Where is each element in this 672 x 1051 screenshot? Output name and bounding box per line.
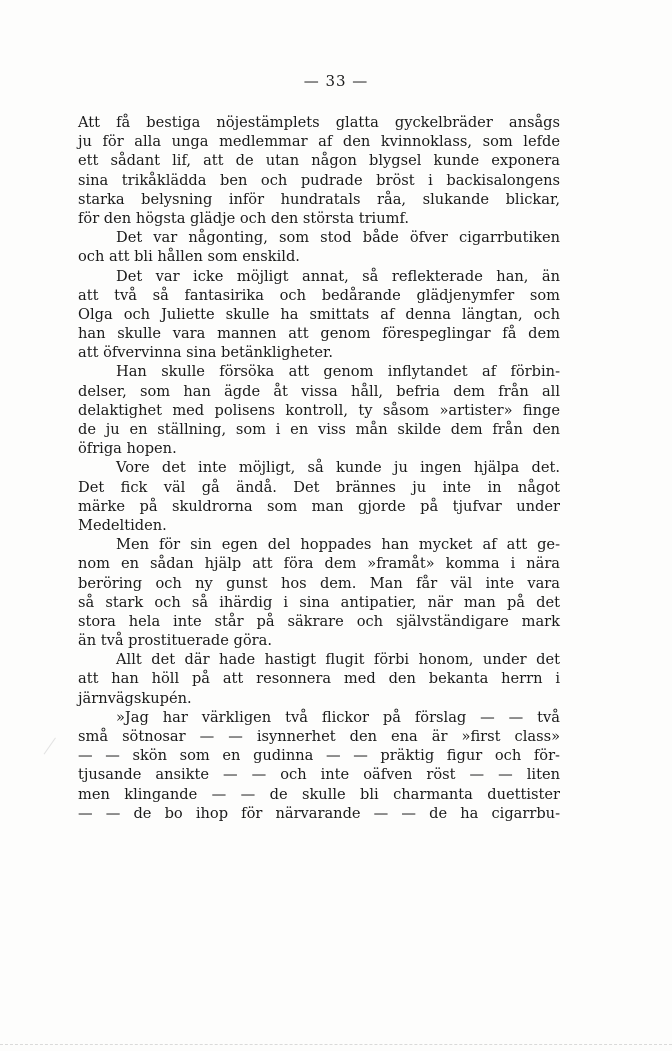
text-line bbox=[78, 171, 560, 190]
text-line bbox=[78, 190, 560, 209]
text-line bbox=[78, 324, 560, 343]
text-line bbox=[78, 535, 560, 554]
text-line bbox=[78, 593, 560, 612]
text-line bbox=[78, 708, 560, 727]
text-line-content: märke på skuldrorna som man gjorde på tjufvar under bbox=[78, 497, 560, 515]
text-line-content: Det var icke möjligt annat, så reflekterade han, än bbox=[116, 267, 560, 285]
text-line-content: beröring och ny gunst hos dem. Man får väl inte vara bbox=[78, 574, 560, 592]
text-line bbox=[78, 650, 560, 669]
text-line bbox=[78, 439, 560, 458]
text-line-content: Han skulle försöka att genom inflytandet af förbin- bbox=[116, 363, 560, 381]
text-line bbox=[78, 612, 560, 631]
text-line bbox=[78, 689, 560, 708]
text-line bbox=[78, 228, 560, 247]
text-line-content: Vore det inte möjligt, så kunde ju ingen hjälpa det. bbox=[116, 459, 560, 477]
text-line-content: att två så fantasirika och bedårande glädjenymfer som bbox=[78, 286, 560, 304]
text-line-content: sina trikåklädda ben och pudrade bröst i backisalongens bbox=[78, 171, 560, 189]
text-line-content: ju för alla unga medlemmar af den kvinnoklass, som lefde bbox=[78, 133, 560, 151]
text-line-content: järnvägskupén. bbox=[78, 689, 192, 707]
text-line bbox=[78, 113, 560, 132]
text-line bbox=[78, 401, 560, 420]
text-line bbox=[78, 746, 560, 765]
text-line-content: så stark och så ihärdig i sina antipatier, när man på det bbox=[78, 593, 560, 611]
body-text bbox=[78, 113, 560, 823]
text-line-content: små sötnosar — — isynnerhet den ena är »first class» bbox=[78, 728, 560, 745]
text-line-content: de ju en ställning, som i en viss mån skilde dem från den bbox=[78, 421, 560, 438]
text-line bbox=[78, 785, 560, 804]
text-line bbox=[78, 420, 560, 439]
text-line-content: och att bli hållen som enskild. bbox=[78, 248, 300, 266]
text-line-content: Olga och Juliette skulle ha smittats af denna längtan, och bbox=[78, 305, 560, 323]
text-line-content: starka belysning inför hundratals råa, slukande blickar, bbox=[78, 190, 560, 208]
text-line-content: Att få bestiga nöjestämplets glatta gyckelbräder ansågs bbox=[78, 114, 560, 131]
text-line bbox=[78, 305, 560, 324]
text-line bbox=[78, 804, 560, 823]
text-line bbox=[78, 247, 560, 266]
text-line-content: Det var någonting, som stod både öfver cigarrbutiken bbox=[116, 229, 560, 247]
text-line bbox=[78, 478, 560, 497]
text-line-content: delaktighet med polisens kontroll, ty såsom »artister» finge bbox=[78, 401, 560, 419]
text-line-content: Allt det där hade hastigt flugit förbi honom, under det bbox=[116, 651, 560, 669]
text-line-content: — — de bo ihop för närvarande — — de ha cigarrbu- bbox=[78, 804, 560, 822]
text-line bbox=[78, 382, 560, 401]
text-line bbox=[78, 209, 560, 228]
text-line-content: han skulle vara mannen att genom förespeglingar få dem bbox=[78, 325, 560, 343]
text-line-content: stora hela inte står på säkrare och självständigare mark bbox=[78, 612, 560, 630]
text-line-content: öfriga hopen. bbox=[78, 440, 177, 458]
text-line-content: att han höll på att resonnera med den bekanta herrn i bbox=[78, 670, 560, 688]
text-line bbox=[78, 458, 560, 477]
page-number: — 33 — bbox=[303, 72, 369, 90]
text-line bbox=[78, 516, 560, 535]
text-line bbox=[78, 286, 560, 305]
text-line bbox=[78, 151, 560, 170]
text-line-content: Det fick väl gå ändå. Det brännes ju inte in något bbox=[78, 478, 560, 496]
text-line-content: ett sådant lif, att de utan någon blygsel kunde exponera bbox=[78, 152, 560, 170]
text-line bbox=[78, 727, 560, 746]
text-line bbox=[78, 132, 560, 151]
text-line-content: än två prostituerade göra. bbox=[78, 632, 272, 650]
text-line bbox=[78, 497, 560, 516]
page-bottom-edge bbox=[0, 1044, 672, 1051]
text-line bbox=[78, 267, 560, 286]
text-line-content: Men för sin egen del hoppades han mycket af att ge- bbox=[116, 536, 560, 554]
text-line-content: delser, som han ägde åt vissa håll, befria dem från all bbox=[78, 382, 560, 400]
text-line-content: för den högsta glädje och den största triumf. bbox=[78, 209, 409, 227]
text-line-content: tjusande ansikte — — och inte oäfven röst — — liten bbox=[78, 766, 560, 784]
text-line bbox=[78, 574, 560, 593]
text-line bbox=[78, 631, 560, 650]
text-line bbox=[78, 765, 560, 784]
text-line-content: men klingande — — de skulle bli charmanta duettister bbox=[78, 785, 560, 803]
text-line-content: att öfvervinna sina betänkligheter. bbox=[78, 344, 334, 362]
text-line bbox=[78, 554, 560, 573]
scan-artifact bbox=[44, 738, 68, 763]
text-line-content: nom en sådan hjälp att föra dem »framåt» komma i nära bbox=[78, 555, 560, 573]
text-line bbox=[78, 362, 560, 381]
text-line bbox=[78, 343, 560, 362]
text-line-content: »Jag har värkligen två flickor på förslag — — två bbox=[116, 708, 560, 726]
text-line bbox=[78, 669, 560, 688]
text-line-content: — — skön som en gudinna — — präktig figur och för- bbox=[78, 747, 560, 765]
text-line-content: Medeltiden. bbox=[78, 516, 167, 534]
